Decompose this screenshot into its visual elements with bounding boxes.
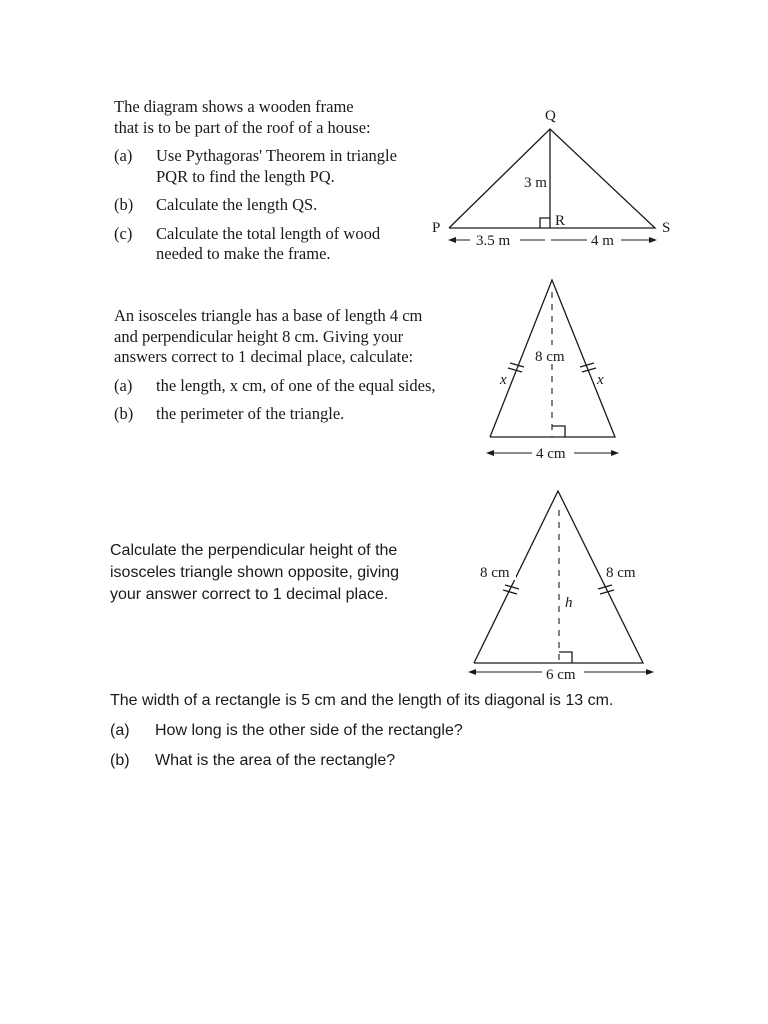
q1-part-c-line-1: Calculate the total length of wood (156, 223, 381, 243)
arrowhead-right (649, 237, 657, 243)
q1-part-c-line-2: needed to make the frame. (156, 244, 331, 263)
q1-part-b-label: (b) (114, 195, 134, 214)
height-label-qr: 3 m (524, 175, 547, 191)
triangle-3-base-label: 6 cm (546, 667, 576, 683)
q2-intro-line-2: and perpendicular height 8 cm. Giving your (114, 326, 404, 346)
triangle-3-height-label: h (565, 595, 573, 611)
question-2-text (114, 306, 474, 425)
q1-part-c-label: (c) (114, 223, 133, 243)
q3-line-3: your answer correct to 1 decimal place. (110, 586, 389, 603)
tick-mark-left-2 (508, 368, 522, 372)
triangle-2-height-label: 8 cm (535, 349, 565, 365)
q4-part-b (110, 750, 710, 772)
q4-part-a-label: (a) (110, 722, 130, 739)
point-label-q: Q (545, 108, 556, 124)
q1-part-a-label: (a) (114, 146, 133, 165)
base-label-rs: 4 m (591, 233, 614, 249)
q2-part-a (114, 376, 474, 397)
q2-part-b-text: the perimeter of the triangle. (156, 404, 345, 423)
q3-line-1: Calculate the perpendicular height of the (110, 542, 398, 559)
q1-intro-line-2: that is to be part of the roof of a house: (114, 117, 371, 137)
q3-line-2: isosceles triangle shown opposite, giving (110, 564, 400, 581)
right-angle-mark-r (540, 218, 550, 228)
q4-part-b-label: (b) (110, 752, 130, 769)
isosceles-triangle-diagram-1 (486, 280, 619, 462)
triangle-3-left-side-label: 8 cm (480, 565, 510, 581)
q2-part-a-text: the length, x cm, of one of the equal sides, (156, 375, 436, 395)
point-label-p: P (432, 220, 441, 236)
triangle-2-arrowhead-right (611, 450, 619, 456)
q2-intro-line-1: An isosceles triangle has a base of length 4 cm (114, 306, 423, 325)
q2-part-b (114, 404, 474, 425)
tick-mark-left-1 (510, 363, 524, 367)
triangle-3-right-angle-mark (559, 652, 572, 663)
frame-outline (449, 129, 655, 228)
base-label-pr: 3.5 m (476, 233, 511, 249)
isosceles-triangle-diagram-2 (468, 491, 654, 683)
triangle-3-arrowhead-right (646, 669, 654, 675)
point-label-r: R (555, 213, 566, 229)
triangle-3-right-side-label: 8 cm (606, 565, 636, 581)
triangle-2-right-side-label: x (597, 372, 604, 388)
q4-part-a-text: How long is the other side of the rectangle? (155, 722, 463, 739)
triangle-2-right-angle-mark (552, 426, 565, 437)
q2-part-a-label: (a) (114, 375, 133, 395)
q1-part-a-line-2: PQR to find the length PQ. (156, 166, 335, 186)
point-label-s: S (662, 220, 671, 236)
q1-part-a-line-1: Use Pythagoras' Theorem in triangle (156, 146, 397, 165)
triangle-2-arrowhead-left (486, 450, 494, 456)
question-3-text (110, 540, 450, 606)
q2-intro-line-3: answers correct to 1 decimal place, calculate: (114, 347, 414, 366)
triangle-2-left-side-label: x (500, 372, 507, 388)
q2-part-b-label: (b) (114, 404, 134, 423)
arrowhead-left (448, 237, 456, 243)
q4-part-a (110, 720, 710, 742)
question-4-text (110, 690, 710, 772)
q4-part-b-text: What is the area of the rectangle? (155, 752, 396, 769)
q4-intro: The width of a rectangle is 5 cm and the length of its diagonal is 13 cm. (110, 692, 614, 709)
triangle-2-base-label: 4 cm (536, 446, 566, 462)
triangle-3-arrowhead-left (468, 669, 476, 675)
q1-part-b-line-1: Calculate the length QS. (156, 195, 318, 214)
q1-intro-line-1: The diagram shows a wooden frame (114, 97, 354, 116)
